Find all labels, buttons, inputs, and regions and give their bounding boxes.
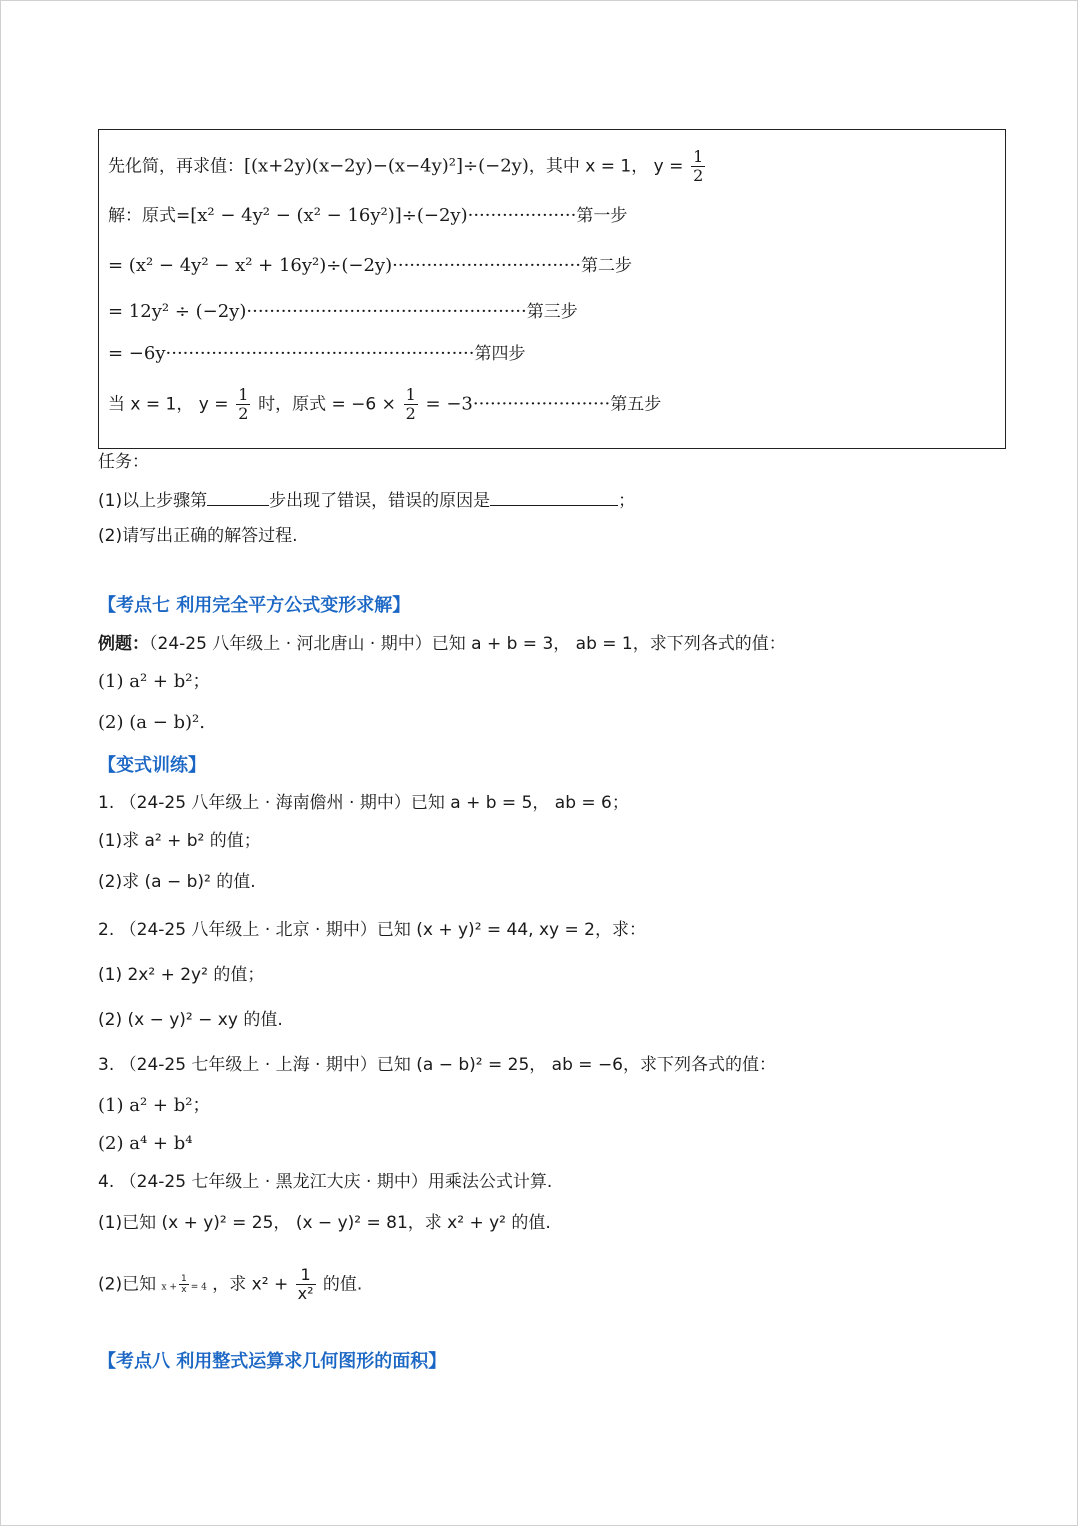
example-question-1: (1) a² + b²； [98,671,211,692]
fraction-one-over-x-squared [296,1266,316,1303]
small-fraction-numerator: 1 [180,1274,187,1284]
line1-expression: [x² − 4y² − (x² − 16y²)]÷(−2y) [190,205,468,226]
fraction-one-half [236,386,250,423]
solution-line-1 [108,204,627,228]
line5-result: = −3 [425,393,473,415]
p4-q2-part-c: 的值. [322,1274,363,1295]
problem-3-question-1: (1) a² + b²； [98,1095,211,1116]
leader-dots: ················································· [246,301,527,322]
small-fraction [179,1274,189,1295]
solution-line-2 [108,254,632,278]
problem-4-question-1: (1)已知 (x + y)² = 25， (x − y)² = 81，求 x² + y² 的值. [98,1213,551,1233]
example-question-2: (2) (a − b)². [98,712,205,733]
task-question-2: (2)请写出正确的解答过程. [98,526,298,546]
example-line [98,632,786,656]
problem-1: 1. （24-25 八年级上 · 海南儋州 · 期中）已知 a + b = 5， ab = 6； [98,793,629,813]
line2-expression: = (x² − 4y² − x² + 16y²)÷(−2y) [108,255,393,276]
solution-line-3 [108,300,578,324]
problem-3-question-2: (2) a⁴ + b⁴ [98,1133,193,1154]
section-8-title: 【考点八 利用整式运算求几何图形的面积】 [98,1351,447,1372]
line5-prefix: 当 x = 1， y = [108,394,229,415]
leader-dots: ························ [472,393,611,415]
small-fraction-denominator: x [181,1285,187,1295]
line3-expression: = 12y² ÷ (−2y) [108,301,247,322]
task-q1-part-b: 步出现了错误，错误的原因是 [269,491,491,511]
step-label: 第三步 [526,302,578,322]
line5-middle: 时，原式 = −6 × [258,394,396,415]
problem-1-question-2: (2)求 (a − b)² 的值. [98,872,256,892]
problem-prompt [108,148,707,185]
fraction-one-half [404,386,418,423]
task-q1-part-a: (1)以上步骤第 [98,491,208,511]
fraction-denominator: x² [297,1284,314,1303]
p4-q2-part-a: (2)已知 [98,1274,157,1295]
fraction-denominator: 2 [238,404,249,423]
step-label: 第四步 [474,344,526,364]
answer-blank-step[interactable] [207,487,269,506]
section-7-title: 【考点七 利用完全平方公式变形求解】 [98,595,411,616]
variant-training-title: 【变式训练】 [98,755,206,776]
solution-line-5 [108,386,661,423]
small-condition-right: = 4 [190,1282,207,1293]
problem-4-question-2 [98,1266,362,1303]
step-label: 第五步 [610,394,662,415]
leader-dots: ······················································ [165,343,475,364]
fraction-denominator: 2 [693,166,704,185]
task-title: 任务： [98,452,149,472]
problem-2-question-2: (2) (x − y)² − xy 的值. [98,1010,283,1030]
leader-dots: ··················· [467,205,577,226]
fraction-numerator: 1 [238,385,249,404]
fraction-numerator: 1 [693,147,704,166]
example-text: （24-25 八年级上 · 河北唐山 · 期中）已知 a + b = 3， ab = 1，求下列各式的值： [149,634,786,654]
leader-dots: ································· [392,255,581,276]
solution-prefix: 解：原式= [108,206,191,226]
step-label: 第二步 [580,256,632,276]
problem-1-question-1: (1)求 a² + b² 的值； [98,831,261,851]
task-question-1 [98,487,635,513]
p4-q2-part-b: ，求 x² + [212,1274,289,1295]
problem-2: 2. （24-25 八年级上 · 北京 · 期中）已知 (x + y)² = 44, xy = 2，求： [98,920,646,940]
prompt-expression: [(x+2y)(x−2y)−(x−4y)²]÷(−2y) [244,155,529,177]
fraction-numerator: 1 [405,385,416,404]
small-condition-left: x + [161,1282,177,1293]
problem-4: 4. （24-25 七年级上 · 黑龙江大庆 · 期中）用乘法公式计算. [98,1172,553,1192]
example-label: 例题： [98,634,149,654]
prompt-prefix: 先化简，再求值： [108,156,244,177]
problem-2-question-1: (1) 2x² + 2y² 的值； [98,965,265,985]
line4-expression: = −6y [108,343,166,364]
answer-blank-reason[interactable] [490,487,618,506]
step-label: 第一步 [576,206,628,226]
fraction-one-half [691,148,705,185]
solution-line-4 [108,342,526,366]
prompt-condition: ，其中 x = 1， y = [528,156,684,177]
fraction-numerator: 1 [296,1266,316,1285]
problem-3: 3. （24-25 七年级上 · 上海 · 期中）已知 (a − b)² = 25， ab = −6，求下列各式的值： [98,1055,776,1075]
fraction-denominator: 2 [405,404,416,423]
task-q1-part-c: ； [618,491,636,511]
